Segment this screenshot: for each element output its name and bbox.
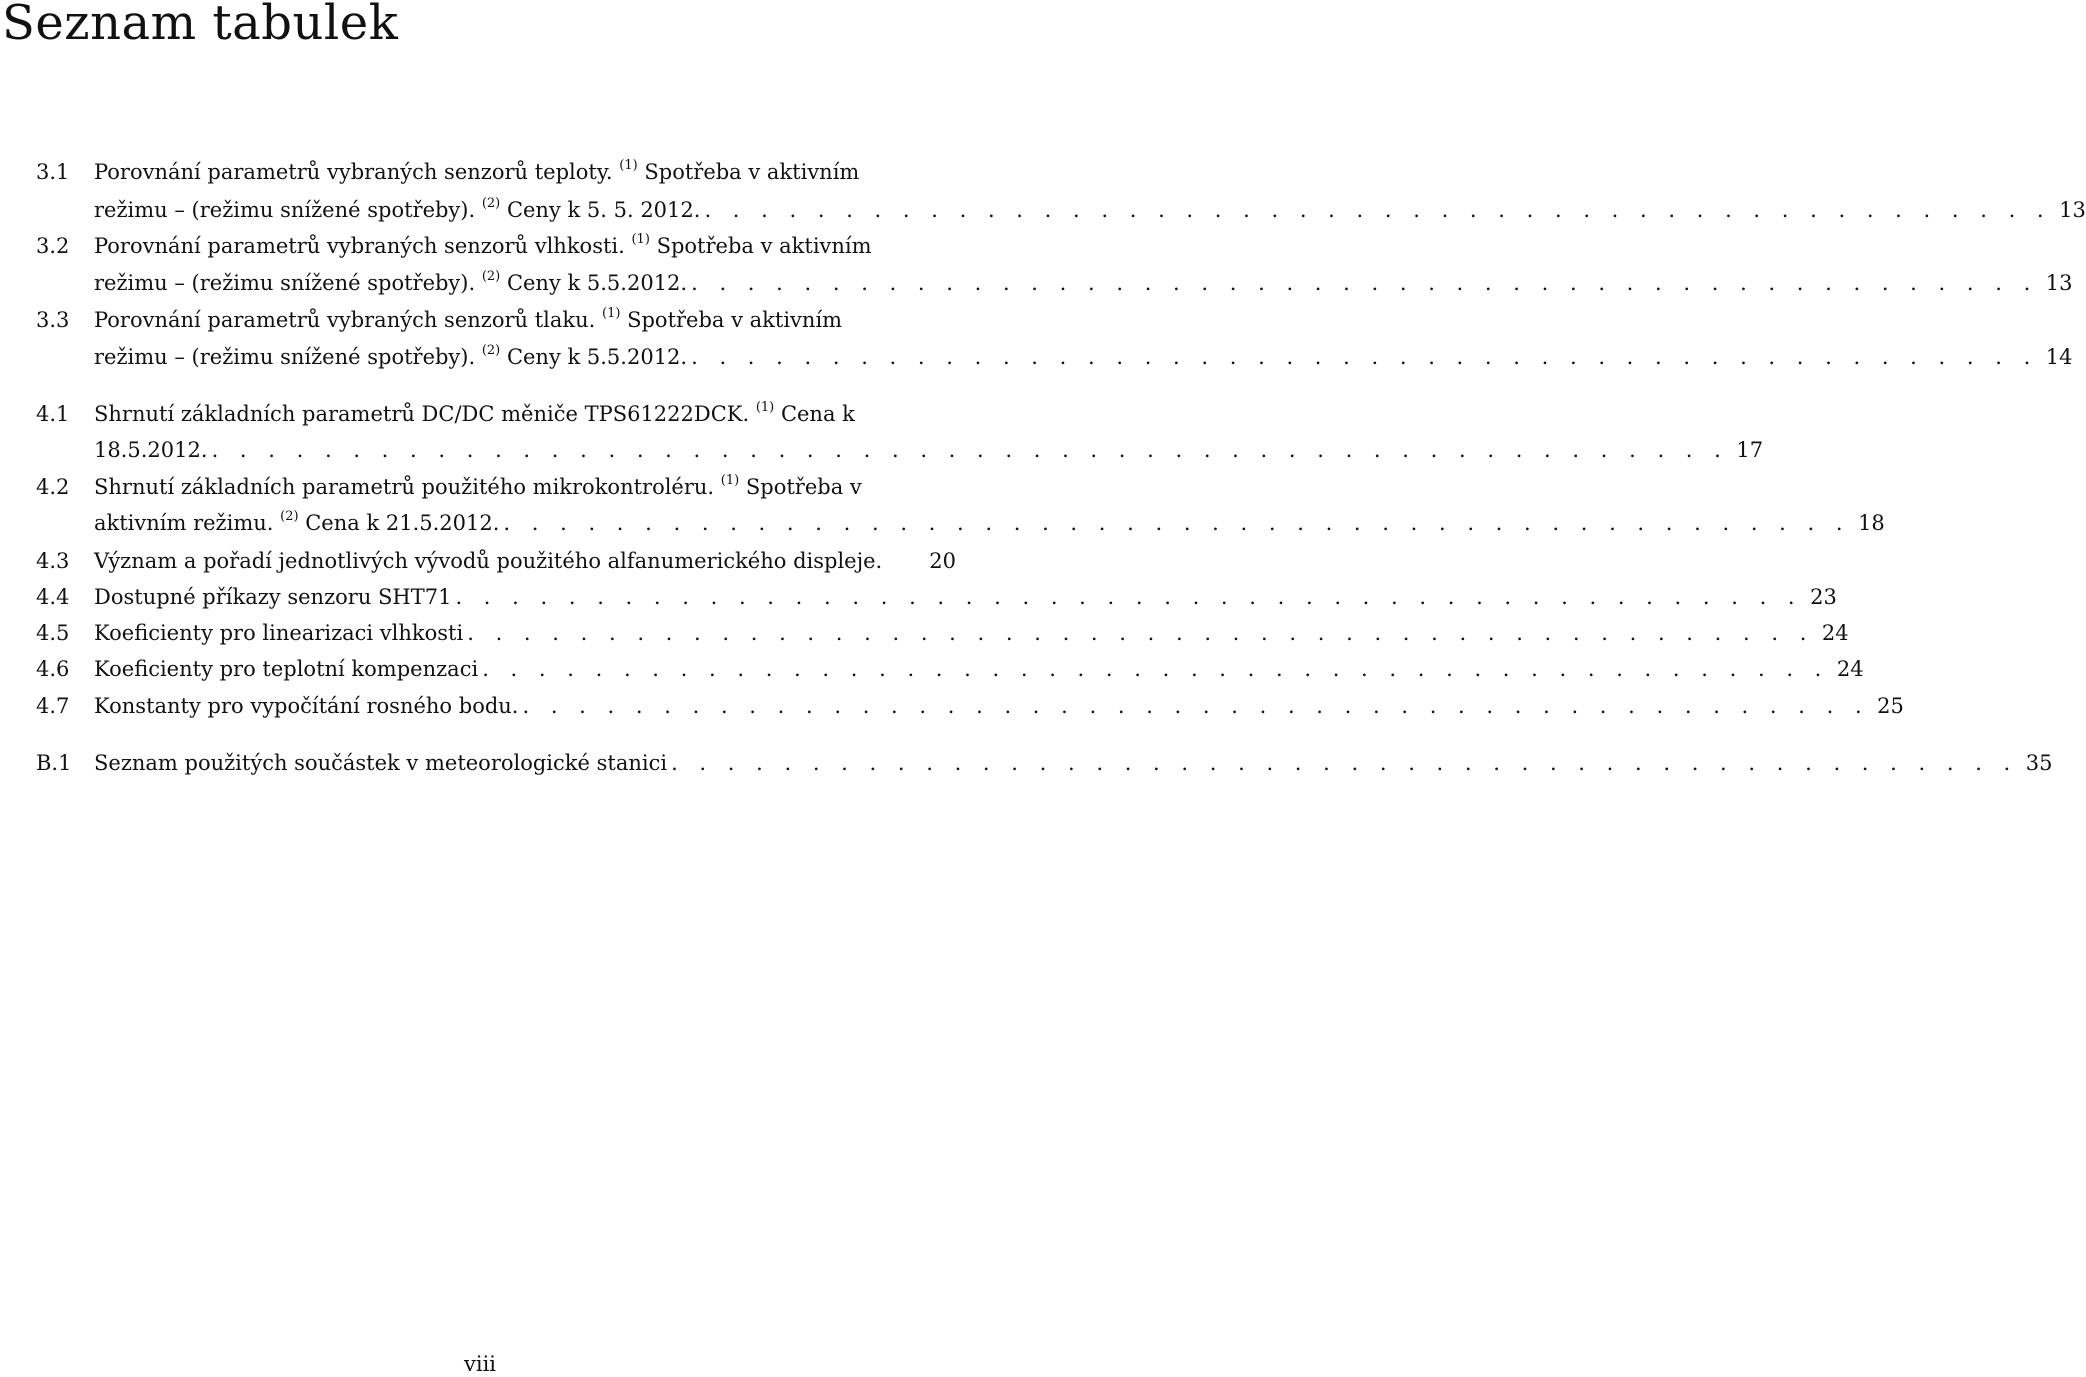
toc-entry-4-1[interactable] xyxy=(36,398,956,430)
page-number: 24 xyxy=(1821,621,1849,645)
leader-dots: . . . . . . . . . . . . . . . . . . . . . . . . . . . . . . . . . . . . . . . . . . . . . . . . xyxy=(455,585,1803,609)
leader-dots: . . . . . . . . . . . . . . . . . . . . . . . . . . . . . . . . . . . . . . . . . . . . . . . . xyxy=(691,271,2038,295)
toc-entry-3-3[interactable] xyxy=(36,304,956,336)
leader-dots: . . . . . . . . . . . . . . . . . . . . . . . . . . . . . . . . . . . . . . . . . . . . . . . . xyxy=(671,751,2018,775)
entry-caption-line2: režimu – (režimu snížené spotřeby). $^{(2)}$ Ceny k 5.5.2012. xyxy=(94,343,688,369)
entry-caption-line1: Porovnání parametrů vybraných senzorů tlaku. $^{(1)}$ Spotřeba v aktivním xyxy=(94,306,843,332)
entry-number: 4.4 xyxy=(36,585,70,609)
toc-entry-4-5[interactable] xyxy=(36,617,1849,649)
entry-number: 4.5 xyxy=(36,621,70,645)
entry-number: 3.3 xyxy=(36,308,70,332)
entry-caption: Dostupné příkazy senzoru SHT71 xyxy=(94,585,452,609)
page-number: 17 xyxy=(1736,438,1764,462)
toc-entry-3-1[interactable] xyxy=(36,156,956,188)
page-title: Seznam tabulek xyxy=(2,0,399,51)
entry-caption: Koeficienty pro linearizaci vlhkosti xyxy=(94,621,464,645)
toc-entry-3-2-cont[interactable] xyxy=(36,267,2073,299)
entry-caption: Konstanty pro vypočítání rosného bodu. xyxy=(94,694,519,718)
page-number: 24 xyxy=(1836,657,1864,681)
page-number: 14 xyxy=(2045,345,2073,369)
page-number: 13 xyxy=(2045,271,2073,295)
entry-caption-line2: 18.5.2012. xyxy=(94,438,208,462)
toc-entry-3-3-cont[interactable] xyxy=(36,341,2073,373)
entry-caption: Význam a pořadí jednotlivých vývodů použitého alfanumerického displeje. xyxy=(94,549,883,573)
entry-number: 4.3 xyxy=(36,549,70,573)
entry-caption-line1: Shrnutí základních parametrů DC/DC měniče TPS61222DCK. $^{(1)}$ Cena k xyxy=(94,400,855,426)
entry-caption: Koeficienty pro teplotní kompenzaci xyxy=(94,657,479,681)
toc-entry-4-7[interactable] xyxy=(36,690,1904,722)
entry-number: 4.2 xyxy=(36,475,70,499)
page-number: 20 xyxy=(929,549,956,573)
entry-number: 4.7 xyxy=(36,694,70,718)
page-number: 35 xyxy=(2025,751,2053,775)
leader-dots: . . . . . . . . . . . . . . . . . . . . . . . . . . . . . . . . . . . . . . . . . . . . . . . . xyxy=(467,621,1814,645)
toc-entry-4-4[interactable] xyxy=(36,581,1837,613)
toc-entry-4-3[interactable] xyxy=(36,545,956,577)
entry-caption-line2: režimu – (režimu snížené spotřeby). $^{(2)}$ Ceny k 5.5.2012. xyxy=(94,269,688,295)
entry-caption-line1: Shrnutí základních parametrů použitého mikrokontroléru. $^{(1)}$ Spotřeba v xyxy=(94,473,862,499)
leader-dots: . . . . . . . . . . . . . . . . . . . . . . . . . . . . . . . . . . . . . . . . . . . . . . . . xyxy=(704,198,2052,222)
entry-number: B.1 xyxy=(36,751,72,775)
entry-number: 3.2 xyxy=(36,234,70,258)
entry-number: 3.1 xyxy=(36,160,70,184)
page-number-footer: viii xyxy=(463,1352,496,1376)
leader-dots: . . . . . . . . . . . . . . . . . . . . . . . . . . . . . . . . . . . . . . . . . . . . . . . . xyxy=(503,511,1851,535)
page-number: 25 xyxy=(1877,694,1904,718)
leader-dots: . . . . . . . . . . . . . . . . . . . . . . . . . . . . . . . . . . . . . . . . . . . . . . . . xyxy=(691,345,2038,369)
toc-entry-4-1-cont[interactable] xyxy=(36,434,1764,466)
entry-caption: Seznam použitých součástek v meteorologické stanici xyxy=(94,751,668,775)
toc-entry-4-2[interactable] xyxy=(36,471,956,503)
leader-dots: . . . . . . . . . . . . . . . . . . . . . . . . . . . . . . . . . . . . . . . . . . . . . . . . . . . . . . xyxy=(211,438,1729,462)
page-number: 18 xyxy=(1858,511,1885,535)
toc-entry-4-6[interactable] xyxy=(36,653,1864,685)
entry-caption-line2: aktivním režimu. $^{(2)}$ Cena k 21.5.2012. xyxy=(94,509,500,535)
entry-caption-line1: Porovnání parametrů vybraných senzorů vlhkosti. $^{(1)}$ Spotřeba v aktivním xyxy=(94,232,872,258)
page-number: 13 xyxy=(2059,198,2086,222)
entry-caption-line2: režimu – (režimu snížené spotřeby). $^{(2)}$ Ceny k 5. 5. 2012. xyxy=(94,196,701,222)
toc-entry-3-2[interactable] xyxy=(36,230,956,262)
toc-entry-4-2-cont[interactable] xyxy=(36,507,1885,539)
toc-entry-3-1-cont[interactable] xyxy=(36,194,2086,226)
toc-entry-b-1[interactable] xyxy=(36,747,2053,779)
entry-number: 4.6 xyxy=(36,657,70,681)
leader-dots: . . . . . . . . . . . . . . . . . . . . . . . . . . . . . . . . . . . . . . . . . . . . . . . . xyxy=(482,657,1829,681)
leader-dots: . . . . . . . . . . . . . . . . . . . . . . . . . . . . . . . . . . . . . . . . . . . . . . . . xyxy=(522,694,1870,718)
entry-number: 4.1 xyxy=(36,402,70,426)
entry-caption-line1: Porovnání parametrů vybraných senzorů teploty. $^{(1)}$ Spotřeba v aktivním xyxy=(94,158,860,184)
page-number: 23 xyxy=(1810,585,1837,609)
